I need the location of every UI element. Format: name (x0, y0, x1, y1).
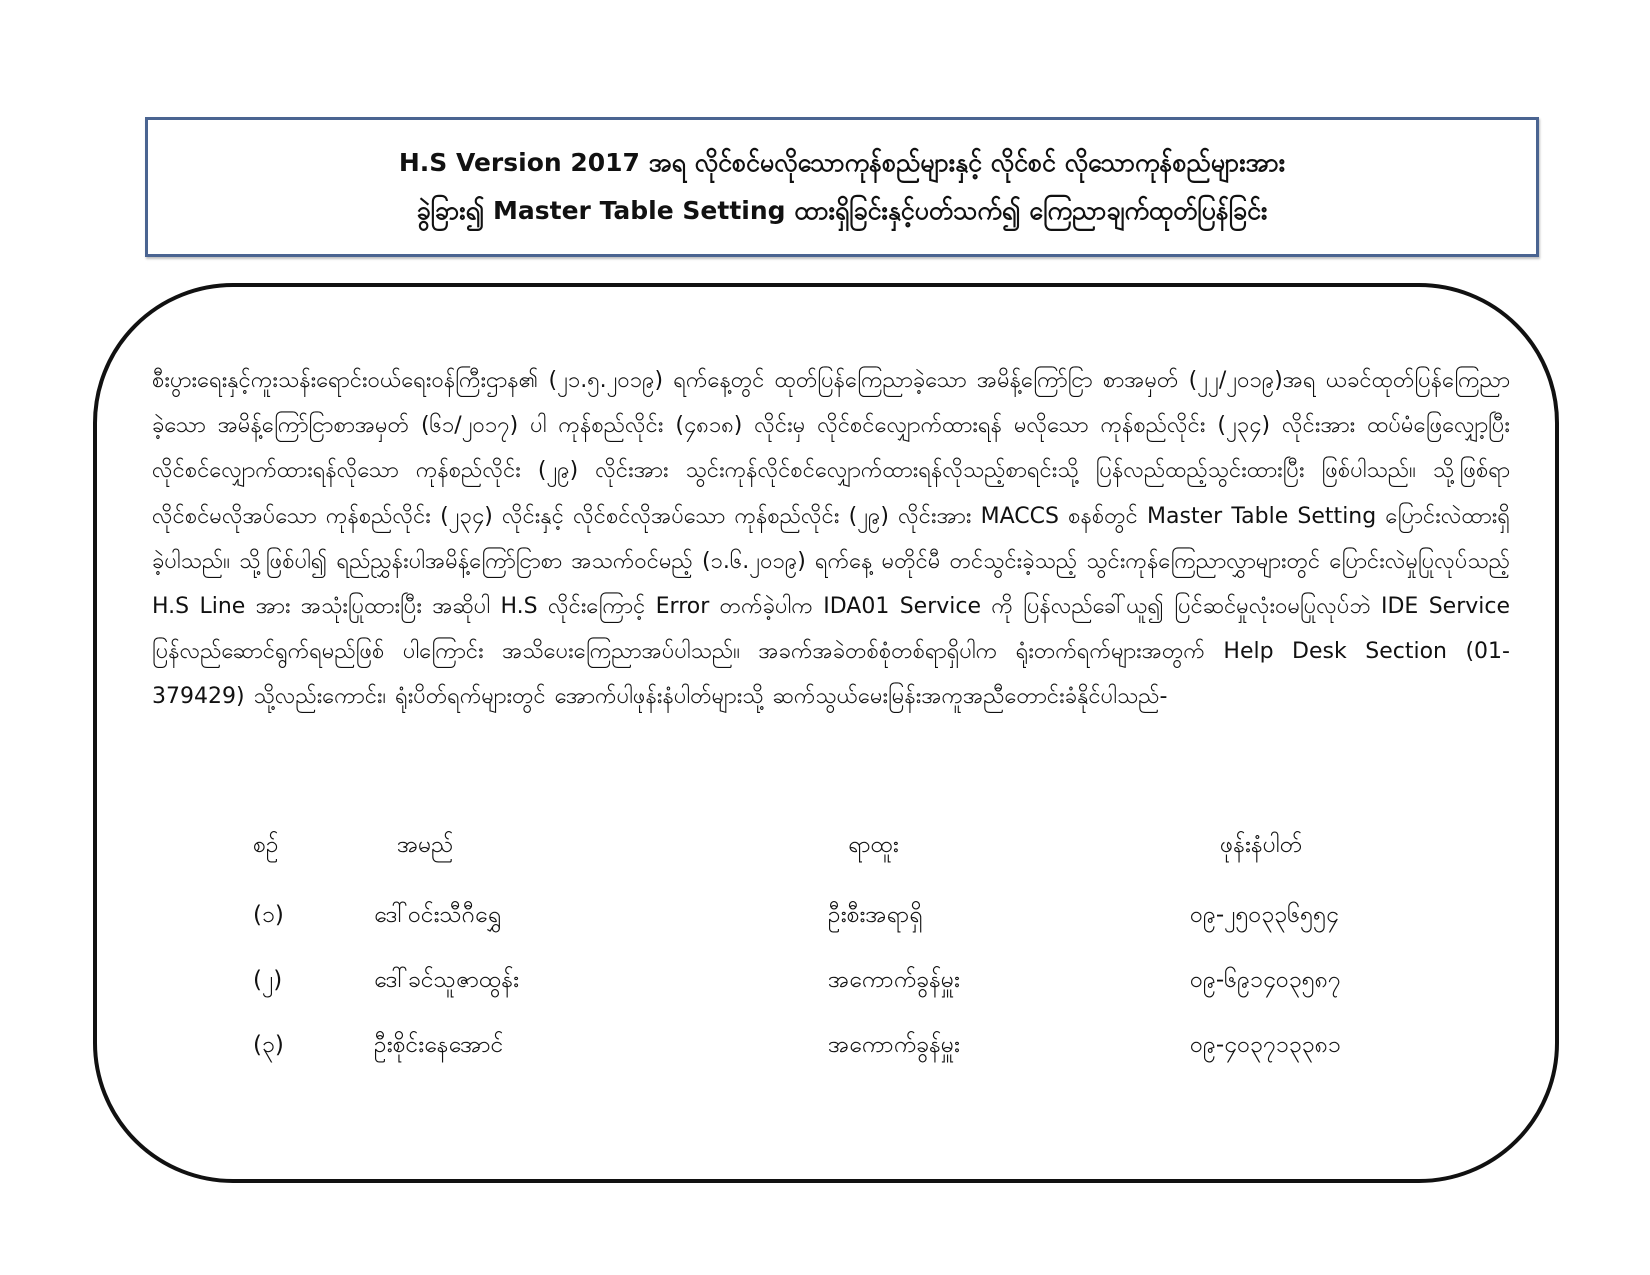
contact-no: (၁) (253, 902, 284, 928)
contact-name: ဦးစိုင်းနေအောင် (374, 1032, 504, 1058)
header-position: ရာထူး (848, 832, 899, 858)
title-line-2: ခွဲခြား၍ Master Table Setting ထားရှိခြင်းနှင့်ပတ်သက်၍ ကြေညာချက်ထုတ်ပြန်ခြင်း (416, 196, 1268, 225)
contact-position: အကောက်ခွန်မှူး (828, 967, 960, 993)
header-name: အမည် (397, 832, 454, 858)
contact-no: (၃) (253, 1032, 284, 1058)
header-no: စဉ် (253, 832, 279, 858)
contact-phone: ၀၉-၂၅၀၃၃၆၅၅၄ (1190, 902, 1339, 928)
contact-position: ဦးစီးအရာရှိ (828, 902, 923, 928)
contact-phone: ၀၉-၆၉၁၄၀၃၅၈၇ (1190, 967, 1341, 993)
title-line-1: H.S Version 2017 အရ လိုင်စင်မလိုသောကုန်စည်များနှင့် လိုင်စင် လိုသောကုန်စည်များအား (398, 148, 1286, 177)
contact-position: အကောက်ခွန်မှူး (828, 1032, 960, 1058)
announcement-paragraph: စီးပွားရေးနှင့်ကူးသန်းရောင်းဝယ်ရေးဝန်ကြီးဌာန၏ (၂၁.၅.၂၀၁၉) ရက်နေ့တွင် ထုတ်ပြန်ကြေညာခဲ့သော အမိန့်ကြော်ငြာ စာအမှတ် (၂၂/၂၀၁၉)အရ ယခင်ထုတ်ပြန်ကြေညာခဲ့သော အမိန့်ကြော်ငြာစာအမှတ် (၆၁/၂၀၁၇) ပါ ကုန်စည်လိုင်း (၄၈၁၈) လိုင်းမှ လိုင်စင်လျှောက်ထားရန် မလိုသော ကုန်စည်လိုင်း (၂၃၄) လိုင်းအား ထပ်မံဖြေလျှော့ပြီး လိုင်စင်လျှောက်ထားရန်လိုသော ကုန်စည်လိုင်း (၂၉) လိုင်းအား သွင်းကုန်လိုင်စင်လျှောက်ထားရန်လိုသည့်စာရင်းသို့ ပြန်လည်ထည့်သွင်းထားပြီး ဖြစ်ပါသည်။ သို့ဖြစ်ရာ လိုင်စင်မလိုအပ်သော ကုန်စည်လိုင်း (၂၃၄) လိုင်းနှင့် လိုင်စင်လိုအပ်သော ကုန်စည်လိုင်း (၂၉) လိုင်းအား MACCS စနစ်တွင် Master Table Setting ပြောင်းလဲထားရှိခဲ့ပါသည်။ သို့ဖြစ်ပါ၍ ရည်ညွှန်းပါအမိန့်ကြော်ငြာစာ အသက်ဝင်မည့် (၁.၆.၂၀၁၉) ရက်နေ့ မတိုင်မီ တင်သွင်းခဲ့သည့် သွင်းကုန်ကြေညာလွှာများတွင် ပြောင်းလဲမှုပြုလုပ်သည့် H.S Line အား အသုံးပြုထားပြီး အဆိုပါ H.S လိုင်းကြောင့် Error တက်ခဲ့ပါက IDA01 Service ကို ပြန်လည်ခေါ်ယူ၍ ပြင်ဆင်မှုလုံးဝမပြုလုပ်ဘဲ IDE Service ပြန်လည်ဆောင်ရွက်ရမည်ဖြစ် ပါကြောင်း အသိပေးကြေညာအပ်ပါသည်။ အခက်အခဲတစ်စုံတစ်ရာရှိပါက ရုံးတက်ရက်များအတွက် Help Desk Section (01-379429) သို့လည်းကောင်း၊ ရုံးပိတ်ရက်များတွင် အောက်ပါဖုန်းနံပါတ်များသို့ ဆက်သွယ်မေးမြန်းအကူအညီတောင်းခံနိုင်ပါသည်- (152, 368, 1510, 710)
contact-row (0, 895, 1650, 935)
contact-table (0, 825, 1650, 1085)
contact-no: (၂) (253, 967, 283, 993)
contact-row (0, 1025, 1650, 1065)
contact-row (0, 960, 1650, 1000)
announcement-title-box (145, 117, 1539, 257)
contact-name: ဒေါ်ခင်သူဇာထွန်း (374, 967, 520, 993)
contact-table-header (0, 825, 1650, 865)
contact-phone: ၀၉-၄၀၃၇၁၃၃၈၁ (1190, 1032, 1341, 1058)
header-phone: ဖုန်းနံပါတ် (1220, 832, 1303, 858)
contact-name: ဒေါ်ဝင်းသီဂီရွှေ (374, 902, 501, 928)
